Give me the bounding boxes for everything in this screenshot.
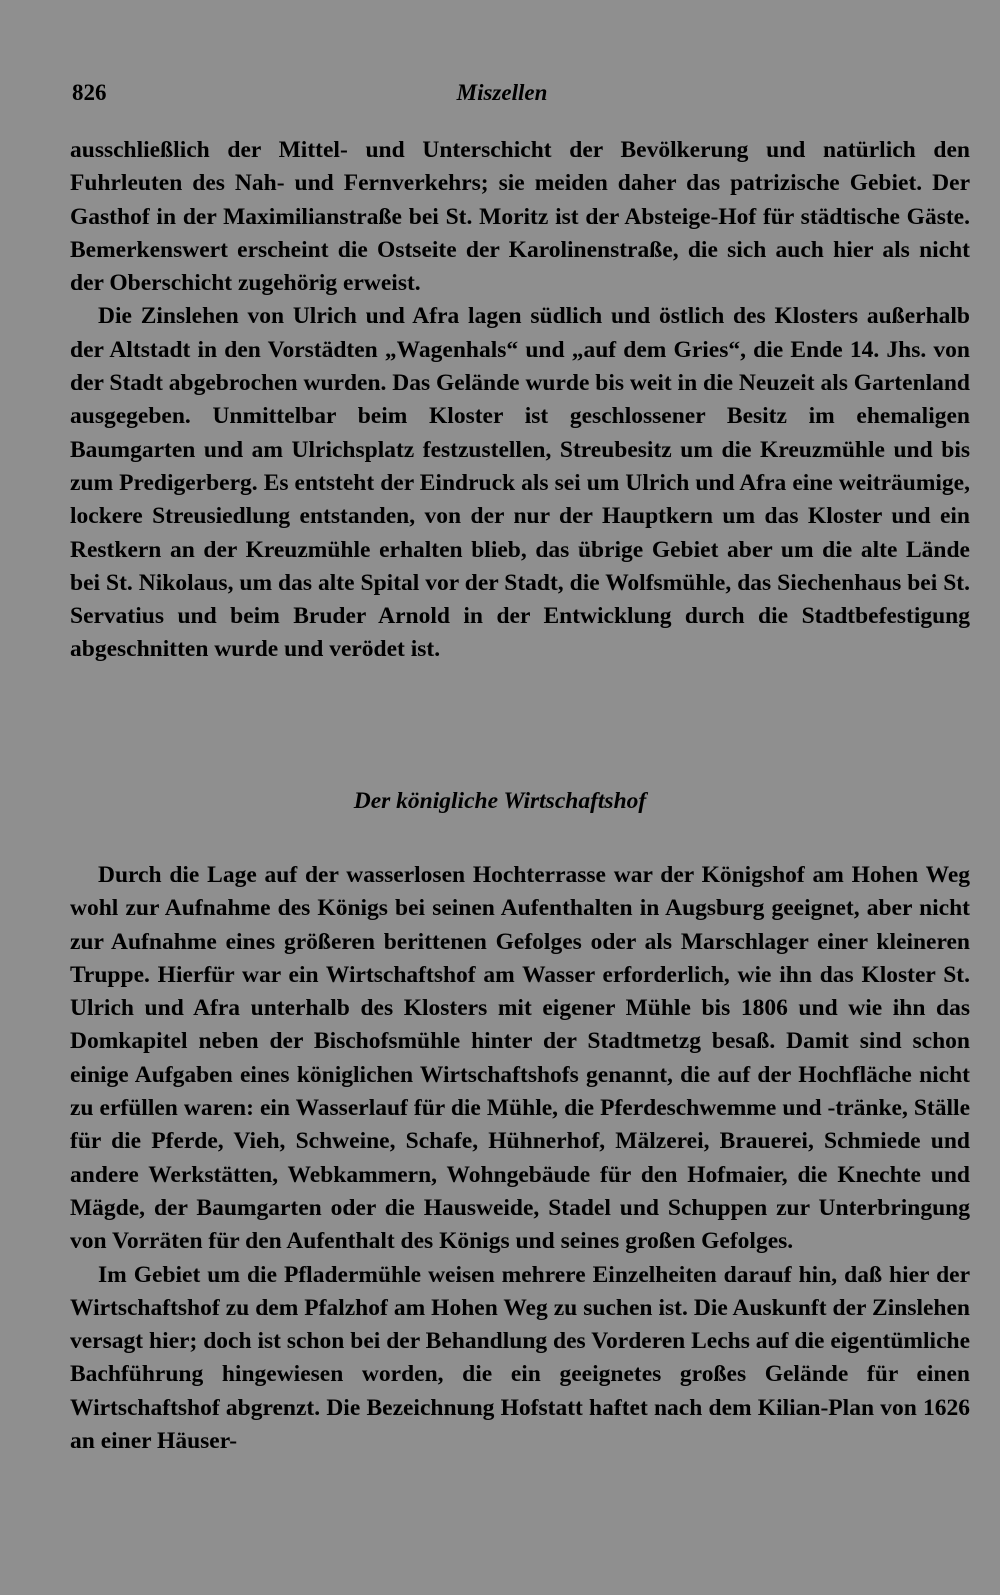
running-title: Miszellen — [456, 80, 548, 105]
section-1-text — [70, 134, 970, 667]
paragraph: Die Zinslehen von Ulrich und Afra lagen südlich und östlich des Klosters außerhalb der Altstadt in den Vorstädten „Wagenhals“ und „auf dem Gries“, die Ende 14. Jhs. von der Stadt abgebrochen wurden. Das Gelände wurde bis weit in die Neuzeit als Gartenland ausgegeben. Unmittelbar beim Kloster ist geschlossener Besitz im ehemaligen Baumgarten und am Ulrichsplatz festzustellen, Streubesitz um die Kreuzmühle und bis zum Predigerberg. Es entsteht der Eindruck als sei um Ulrich und Afra eine weiträumige, lockere Streusiedlung entstanden, von der nur der Hauptkern um das Kloster und ein Restkern an der Kreuzmühle erhalten blieb, das übrige Gebiet aber um die alte Lände bei St. Nikolaus, um das alte Spital vor der Stadt, die Wolfsmühle, das Siechenhaus bei St. Servatius und beim Bruder Arnold in der Entwicklung durch die Stadtbefestigung abgeschnitten wurde und verödet ist. — [70, 303, 970, 663]
paragraph: ausschließlich der Mittel- und Unterschicht der Bevölkerung und natürlich den Fuhrleuten des Nah- und Fernverkehrs; sie meiden daher das patrizische Gebiet. Der Gasthof in der Maximilianstraße bei St. Moritz ist der Absteige-Hof für städtische Gäste. Bemerkenswert erscheint die Ostseite der Karolinenstraße, die sich auch hier als nicht der Oberschicht zugehörig erweist. — [70, 137, 970, 297]
page-number: 826 — [72, 80, 107, 105]
paragraph: Im Gebiet um die Pfladermühle weisen mehrere Einzelheiten darauf hin, daß hier der Wirtschaftshof zu dem Pfalzhof am Hohen Weg zu suchen ist. Die Auskunft der Zinslehen versagt hier; doch ist schon bei der Behandlung des Vorderen Lechs auf die eigentümliche Bachführung hingewiesen worden, die ein geeignetes großes Gelände für einen Wirtschaftshof abgrenzt. Die Bezeichnung Hofstatt haftet nach dem Kilian-Plan von 1626 an einer Häuser- — [70, 1261, 970, 1455]
section-2-text — [70, 859, 970, 1458]
paragraph: Durch die Lage auf der wasserlosen Hochterrasse war der Königshof am Hohen Weg wohl zur Aufnahme des Königs bei seinen Aufenthalten in Augsburg geeignet, aber nicht zur Aufnahme eines größeren berittenen Gefolges oder als Marschlager einer kleineren Truppe. Hierfür war ein Wirtschaftshof am Wasser erforderlich, wie ihn das Kloster St. Ulrich und Afra unterhalb des Klosters mit eigener Mühle bis 1806 und wie ihn das Domkapitel neben der Bischofsmühle hinter der Stadtmetzg besaß. Damit sind schon einige Aufgaben eines königlichen Wirtschaftshofs genannt, die auf der Hochfläche nicht zu erfüllen waren: ein Wasserlauf für die Mühle, die Pferdeschwemme und -tränke, Ställe für die Pferde, Vieh, Schweine, Schafe, Hühnerhof, Mälzerei, Brauerei, Schmiede und andere Werkstätten, Webkammern, Wohngebäude für den Hofmaier, die Knechte und Mägde, der Baumgarten oder die Hausweide, Stadel und Schuppen zur Unterbringung von Vorräten für den Aufenthalt des Königs und seines großen Gefolges. — [70, 862, 970, 1255]
running-head — [72, 80, 932, 114]
section-heading: Der königliche Wirtschaftshof — [353, 788, 647, 814]
